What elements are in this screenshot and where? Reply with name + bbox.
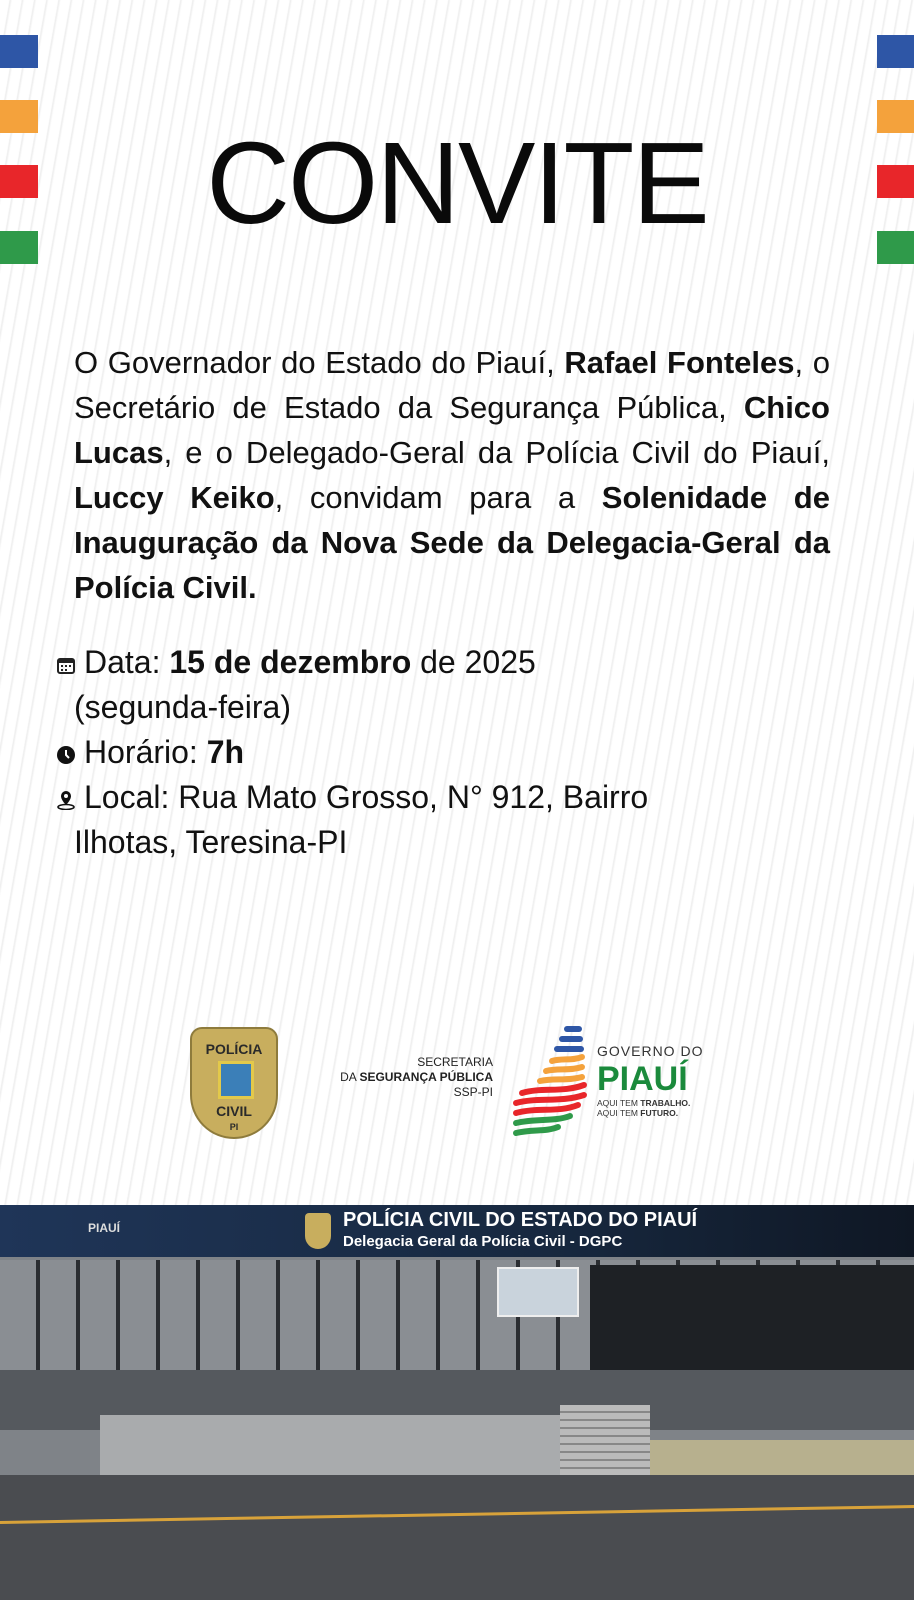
- date-label: Data:: [84, 644, 170, 680]
- gov-line2: PIAUÍ: [597, 1060, 688, 1098]
- piaui-map-stripes-icon: [512, 1025, 592, 1137]
- badge-state-text: PI: [229, 1122, 239, 1132]
- content-flow: [56, 340, 836, 865]
- time-label: Horário:: [84, 734, 207, 770]
- date-value: 15 de dezembro: [169, 644, 412, 680]
- date-year: de 2025: [411, 644, 536, 680]
- sign-title: POLÍCIA CIVIL DO ESTADO DO PIAUÍ: [343, 1209, 698, 1231]
- delegate-name: Luccy Keiko: [74, 480, 275, 515]
- ssp-logo: [300, 1055, 493, 1100]
- ssp-line2-prefix: DA: [340, 1070, 360, 1084]
- glass-window: [497, 1267, 579, 1317]
- date-weekday: (segunda-feira): [74, 689, 291, 725]
- location-pin-icon: [56, 790, 76, 810]
- page-title: CONVITE: [206, 118, 708, 248]
- road: [0, 1475, 914, 1600]
- date-info: [56, 640, 836, 730]
- ssp-line2-bold: SEGURANÇA PÚBLICA: [359, 1070, 493, 1084]
- color-square-blue-left: [0, 35, 38, 68]
- gov-tag1-b: TRABALHO.: [640, 1098, 691, 1108]
- badge-bottom-text: CIVIL: [216, 1103, 252, 1119]
- badge-top-text: POLÍCIA: [205, 1041, 263, 1057]
- gov-tag2-a: AQUI TEM: [597, 1108, 641, 1118]
- ssp-line3: SSP-PI: [453, 1085, 493, 1099]
- coat-of-arms-icon: [218, 1061, 254, 1099]
- secretary-name: Chico Lucas: [74, 390, 830, 470]
- color-square-blue-right: [877, 35, 914, 68]
- gov-tag1-a: AQUI TEM: [597, 1098, 641, 1108]
- ssp-line1: SECRETARIA: [417, 1055, 493, 1069]
- text: O Governador do Estado do Piauí,: [74, 345, 565, 380]
- invitation-text: [74, 340, 830, 610]
- text: , e o Delegado-Geral da Polícia Civil do Piauí,: [163, 435, 830, 470]
- place-info: [56, 775, 836, 865]
- building-photo: [0, 1205, 914, 1600]
- text: , o Secretário de Estado da Segurança Pública,: [74, 345, 831, 425]
- lawn: [650, 1440, 914, 1475]
- building-sign: [0, 1205, 914, 1257]
- place-city: Ilhotas, Teresina-PI: [74, 824, 348, 860]
- gov-line1: GOVERNO DO: [597, 1043, 704, 1059]
- time-info: [56, 730, 836, 775]
- policia-civil-badge-logo: [190, 1027, 278, 1139]
- clock-icon: [56, 745, 76, 765]
- gov-tag2-b: FUTURO.: [640, 1108, 679, 1118]
- calendar-icon: [56, 655, 76, 675]
- ramp: [100, 1415, 560, 1475]
- event-name: Solenidade de Inauguração da Nova Sede da Delegacia-Geral da Polícia Civil.: [74, 480, 830, 605]
- sign-logo: PIAUÍ: [88, 1221, 121, 1235]
- sign-subtitle: Delegacia Geral da Polícia Civil - DGPC: [343, 1233, 623, 1250]
- stairs: [560, 1405, 650, 1475]
- governor-name: Rafael Fonteles: [564, 345, 795, 380]
- governo-piaui-logo: [597, 1043, 703, 1118]
- place-address: Local: Rua Mato Grosso, N° 912, Bairro: [84, 779, 649, 815]
- text: , convidam para a: [274, 480, 602, 515]
- sign-badge-icon: [305, 1213, 331, 1249]
- time-value: 7h: [206, 734, 245, 770]
- logos-row: [0, 1025, 914, 1145]
- dark-facade: [590, 1265, 914, 1370]
